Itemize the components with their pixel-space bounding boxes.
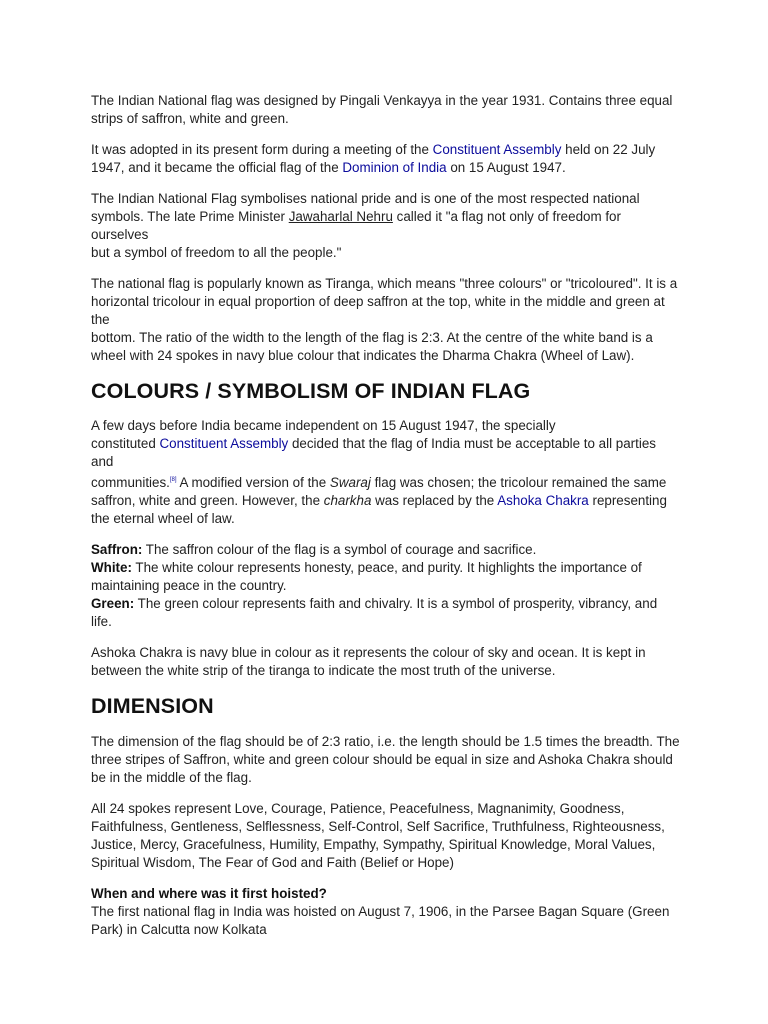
link-constituent-assembly[interactable]: Constituent Assembly — [432, 142, 562, 157]
text-line: The dimension of the flag should be of 2:3 ratio, i.e. the length should be 1.5 times the breadth. The — [91, 734, 680, 749]
citation-link[interactable]: [8] — [169, 477, 177, 483]
link-jawaharlal-nehru[interactable]: Jawaharlal Nehru — [288, 209, 393, 224]
paragraph-dimension — [91, 733, 681, 787]
text-line — [91, 159, 681, 177]
paragraph-national-pride — [91, 190, 681, 262]
text-line — [91, 141, 681, 159]
paragraph-ashoka-chakra — [91, 644, 681, 680]
text-line: between the white strip of the tiranga to indicate the most truth of the universe. — [91, 663, 556, 678]
heading-colours-symbolism: COLOURS / SYMBOLISM OF INDIAN FLAG — [91, 379, 531, 403]
text-line: be in the middle of the flag. — [91, 770, 252, 785]
text-line: Ashoka Chakra is navy blue in colour as it represents the colour of sky and ocean. It is kept in — [91, 645, 646, 660]
text-line — [91, 435, 681, 471]
text-line: the eternal wheel of law. — [91, 511, 235, 526]
text-span: flag was chosen; the tricolour remained the same — [370, 475, 667, 490]
text-line: horizontal tricolour in equal proportion of deep saffron at the top, white in the middle and green at the — [91, 294, 665, 327]
text-line — [91, 471, 681, 492]
text-span: was replaced by the — [371, 493, 498, 508]
emphasis-charkha: charkha — [323, 493, 372, 508]
paragraph-flag-design — [91, 92, 681, 128]
heading-dimension: DIMENSION — [91, 694, 214, 718]
text-line: The Indian National Flag symbolises national pride and is one of the most respected national — [91, 191, 640, 206]
paragraph-spokes — [91, 800, 681, 872]
text-line: A few days before India became independent on 15 August 1947, the specially — [91, 418, 556, 433]
text-span: The green colour represents faith and chivalry. It is a symbol of prosperity, vibrancy, and life. — [91, 596, 658, 629]
text-line — [91, 492, 681, 510]
paragraph-tiranga — [91, 275, 681, 365]
colour-green-line — [91, 595, 681, 631]
text-span: 1947, and it became the official flag of the — [91, 160, 343, 175]
text-line: Justice, Mercy, Gracefulness, Humility, Empathy, Sympathy, Spiritual Knowledge, Moral Values, — [91, 837, 656, 852]
text-line — [91, 208, 681, 244]
text-line: strips of saffron, white and green. — [91, 111, 289, 126]
text-span: called it "a flag not only of freedom for ourselves — [91, 209, 621, 242]
text-line: bottom. The ratio of the width to the length of the flag is 2:3. At the centre of the white band is a — [91, 330, 653, 345]
text-line: Spiritual Wisdom, The Fear of God and Faith (Belief or Hope) — [91, 855, 454, 870]
label-white: White: — [91, 560, 132, 575]
text-line: The first national flag in India was hoisted on August 7, 1906, in the Parsee Bagan Square (Green — [91, 904, 670, 919]
text-line: but a symbol of freedom to all the people." — [91, 245, 342, 260]
text-span: held on 22 July — [561, 142, 656, 157]
paragraph-colour-meanings — [91, 541, 681, 631]
paragraph-first-hoisted — [91, 885, 681, 939]
colour-white-line — [91, 559, 681, 577]
text-span: symbols. The late Prime Minister — [91, 209, 289, 224]
paragraph-adoption — [91, 141, 681, 177]
text-span: representing — [588, 493, 667, 508]
text-span: A modified version of the — [176, 475, 330, 490]
text-line: Faithfulness, Gentleness, Selflessness, Self-Control, Self Sacrifice, Truthfulness, Righteousness, — [91, 819, 665, 834]
text-line: All 24 spokes represent Love, Courage, Patience, Peacefulness, Magnanimity, Goodness, — [91, 801, 625, 816]
link-ashoka-chakra[interactable]: Ashoka Chakra — [497, 493, 589, 508]
question-first-hoisted: When and where was it first hoisted? — [91, 886, 327, 901]
text-line: three stripes of Saffron, white and green colour should be equal in size and Ashoka Chakra should — [91, 752, 673, 767]
label-saffron: Saffron: — [91, 542, 143, 557]
text-span: The saffron colour of the flag is a symbol of courage and sacrifice. — [142, 542, 537, 557]
text-span: The white colour represents honesty, peace, and purity. It highlights the importance of — [131, 560, 642, 575]
text-line: The Indian National flag was designed by Pingali Venkayya in the year 1931. Contains three equal — [91, 93, 673, 108]
text-span: communities. — [91, 475, 170, 490]
link-constituent-assembly[interactable]: Constituent Assembly — [159, 436, 289, 451]
text-span: It was adopted in its present form during a meeting of the — [91, 142, 433, 157]
paragraph-independence — [91, 417, 681, 528]
link-dominion-of-india[interactable]: Dominion of India — [342, 160, 447, 175]
text-line: maintaining peace in the country. — [91, 578, 287, 593]
label-green: Green: — [91, 596, 135, 611]
text-span: saffron, white and green. However, the — [91, 493, 324, 508]
document-page — [91, 92, 681, 939]
text-line: Park) in Calcutta now Kolkata — [91, 922, 267, 937]
text-line: The national flag is popularly known as Tiranga, which means "three colours" or "tricoloured". It is a — [91, 276, 678, 291]
colour-saffron-line — [91, 541, 681, 559]
text-line: wheel with 24 spokes in navy blue colour that indicates the Dharma Chakra (Wheel of Law). — [91, 348, 635, 363]
text-span: on 15 August 1947. — [446, 160, 566, 175]
emphasis-swaraj: Swaraj — [329, 475, 371, 490]
text-span: decided that the flag of India must be acceptable to all parties and — [91, 436, 656, 469]
text-span: constituted — [91, 436, 160, 451]
